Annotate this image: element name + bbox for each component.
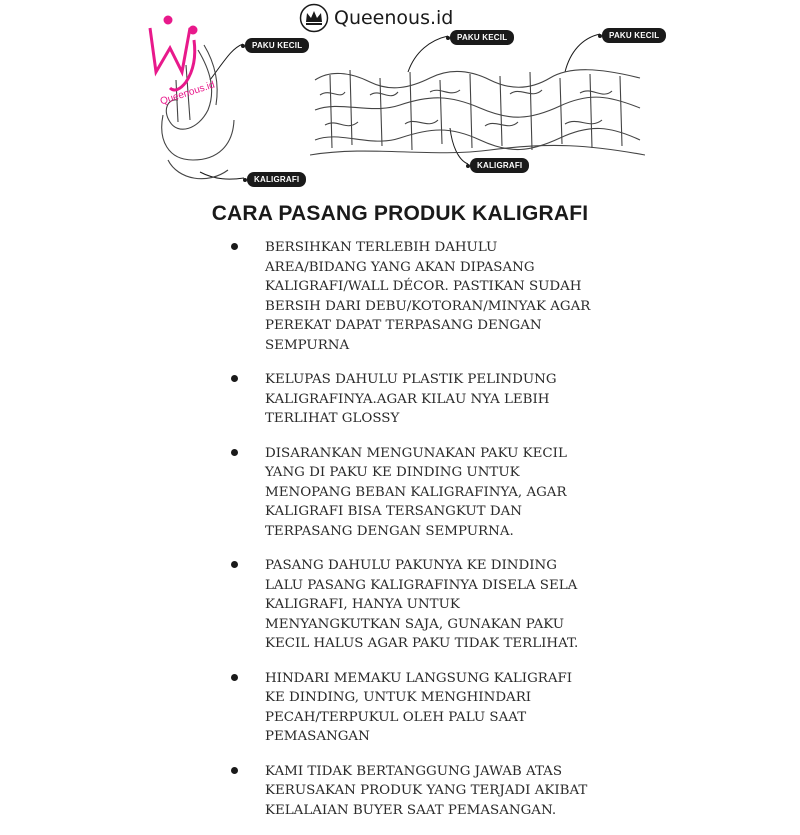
callout-paku-kecil-mid: PAKU KECIL	[450, 30, 514, 45]
bullet-icon	[231, 561, 238, 568]
bullet-icon	[231, 449, 238, 456]
callout-kaligrafi-left: KALIGRAFI	[247, 172, 306, 187]
list-item	[228, 762, 648, 821]
watermark-text: Queenous.id	[158, 79, 217, 108]
step-text: BERSIHKAN TERLEBIH DAHULU AREA/BIDANG YANG AKAN DIPASANG KALIGRAFI/WALL DÉCOR. PASTIKAN SUDAH BERSIH DARI DEBU/KOTORAN/MINYAK AGAR PEREKAT DAPAT TERPASANG DENGAN SEMPURNA	[265, 240, 591, 353]
bullet-icon	[231, 674, 238, 681]
brand-name: Queenous.id	[334, 7, 454, 29]
step-text: KAMI TIDAK BERTANGGUNG JAWAB ATAS KERUSAKAN PRODUK YANG TERJADI AKIBAT KELALAIAN BUYER SAAT PEMASANGAN.	[265, 763, 588, 818]
bullet-icon	[231, 243, 238, 250]
callout-paku-kecil-left: PAKU KECIL	[245, 38, 309, 53]
list-item	[228, 238, 648, 355]
bullet-icon	[231, 375, 238, 382]
calligraphy-verse-panel	[310, 60, 645, 160]
callout-kaligrafi-right: KALIGRAFI	[470, 158, 529, 173]
list-item	[228, 444, 648, 542]
step-text: DISARANKAN MENGUNAKAN PAKU KECIL YANG DI PAKU KE DINDING UNTUK MENOPANG BEBAN KALIGRAFINYA, AGAR KALIGRAFI BISA TERSANGKUT DAN TERPASANG DENGAN SEMPURNA.	[265, 445, 567, 539]
bullet-icon	[231, 767, 238, 774]
list-item	[228, 556, 648, 654]
watermark-logo	[150, 17, 196, 90]
step-text: KELUPAS DAHULU PLASTIK PELINDUNG KALIGRAFINYA.AGAR KILAU NYA LEBIH TERLIHAT GLOSSY	[265, 372, 557, 426]
installation-steps-list	[228, 238, 648, 835]
step-text: PASANG DAHULU PAKUNYA KE DINDING LALU PASANG KALIGRAFINYA DISELA SELA KALIGRAFI, HANYA UNTUK MENYANGKUTKAN SAJA, GUNAKAN PAKU KECIL HALUS AGAR PAKU TIDAK TERLIHAT.	[265, 558, 579, 651]
step-text: HINDARI MEMAKU LANGSUNG KALIGRAFI KE DINDING, UNTUK MENGHINDARI PECAH/TERPUKUL OLEH PALU SAAT PEMASANGAN	[265, 670, 573, 744]
list-item	[228, 370, 648, 429]
list-item	[228, 669, 648, 747]
callout-paku-kecil-right: PAKU KECIL	[602, 28, 666, 43]
calligraphy-allah-outline	[138, 10, 248, 190]
page-title: CARA PASANG PRODUK KALIGRAFI	[211, 202, 589, 225]
brand-logo	[298, 3, 453, 33]
crown-logo-icon	[298, 3, 330, 33]
